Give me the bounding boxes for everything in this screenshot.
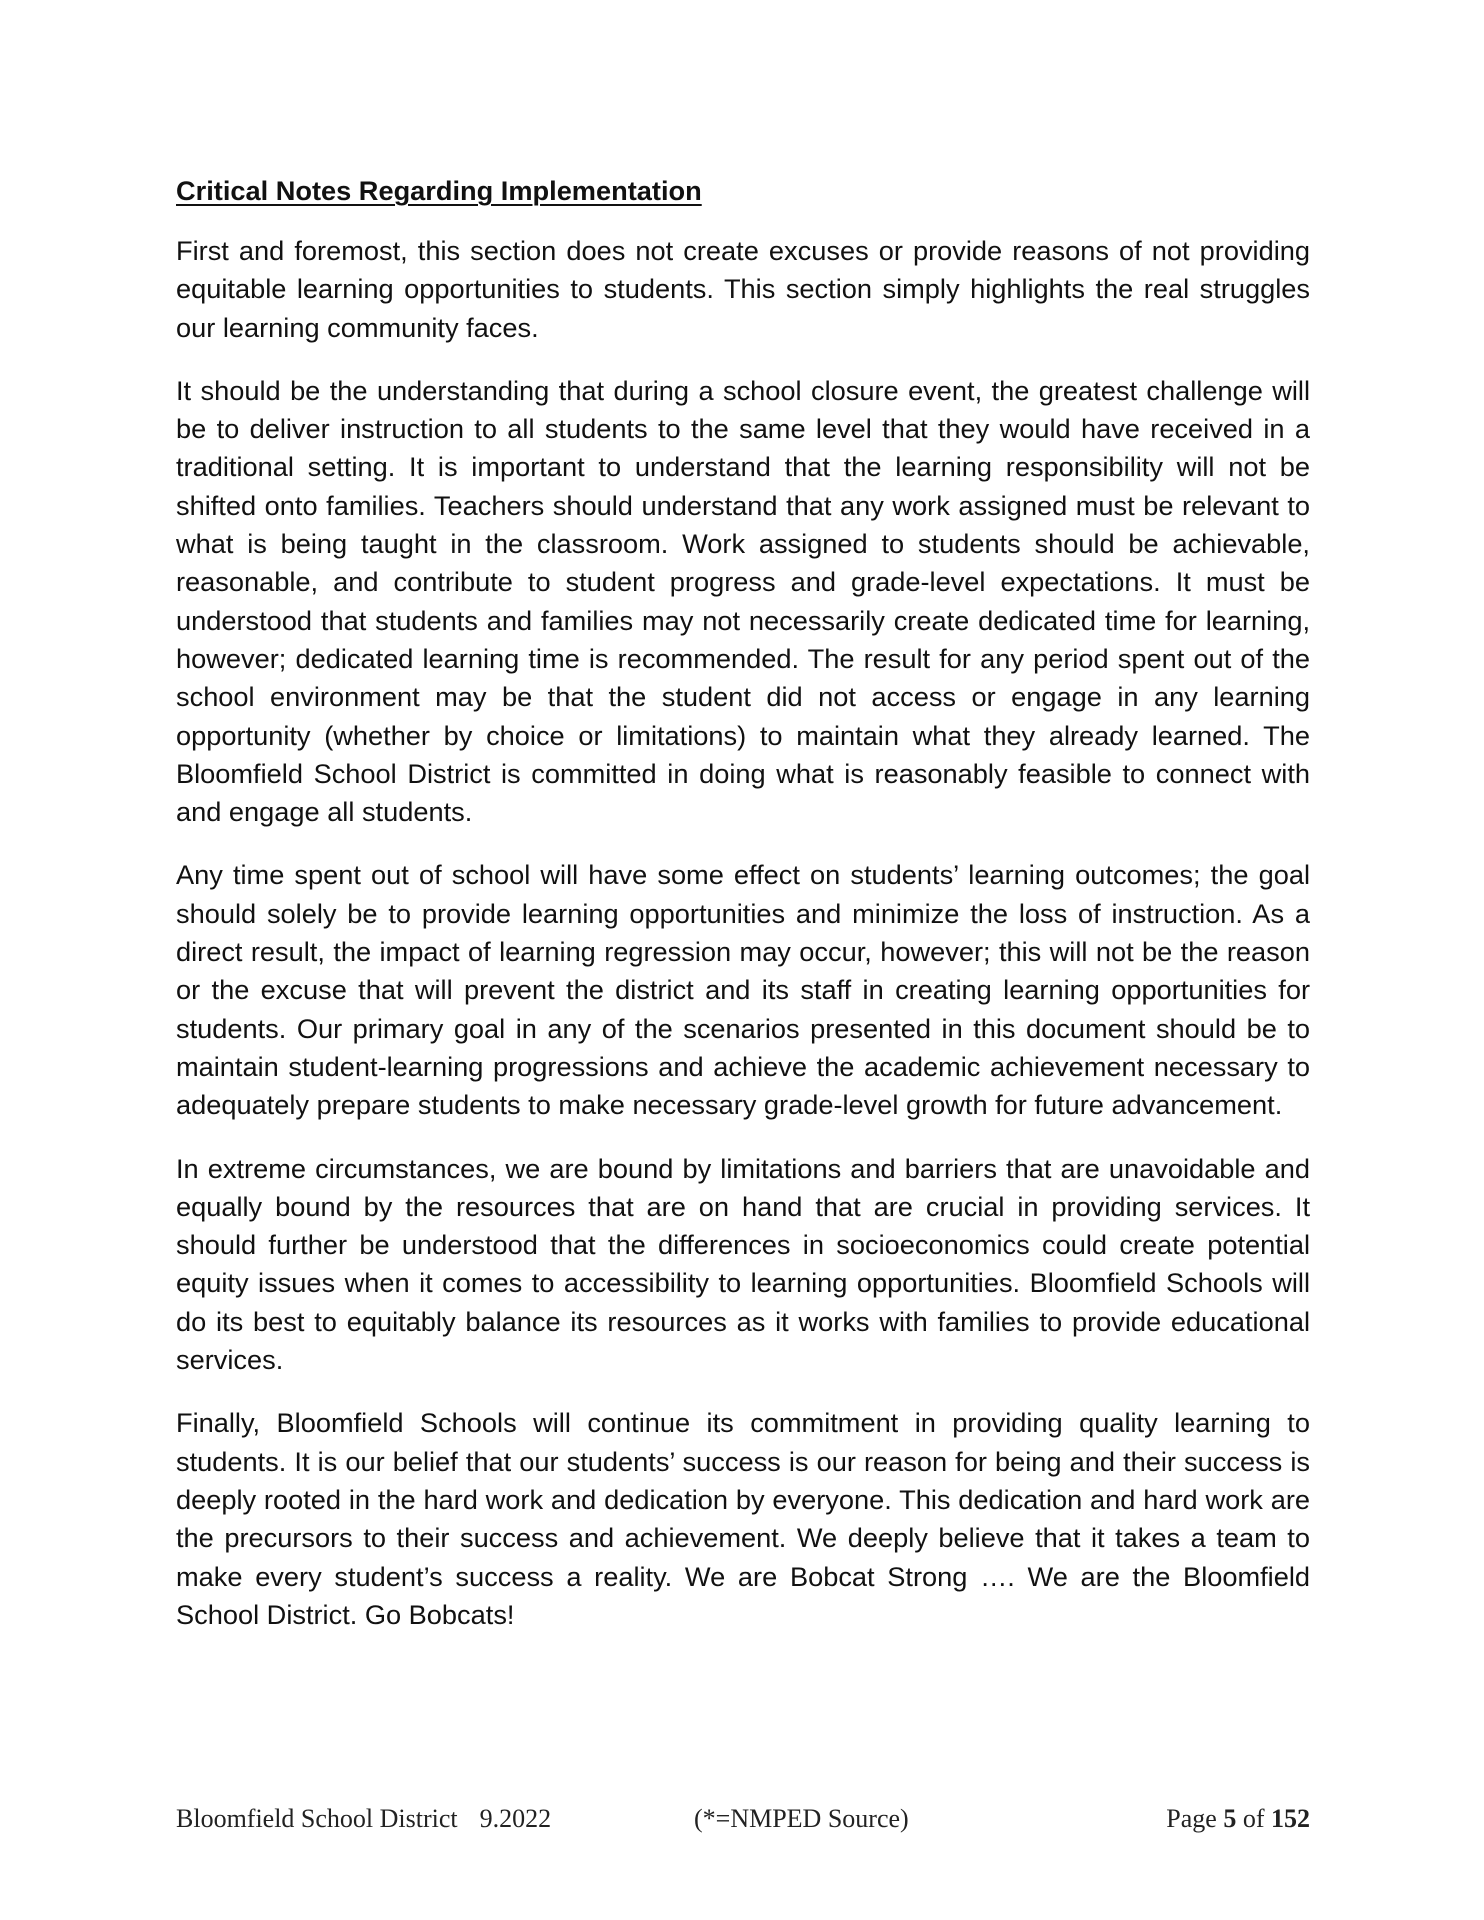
footer-district-info bbox=[176, 1804, 551, 1834]
footer-date: 9.2022 bbox=[479, 1804, 552, 1833]
footer-district-name: Bloomfield School District bbox=[176, 1804, 458, 1833]
paragraph-learning-outcomes: Any time spent out of school will have some effect on students’ learning outcomes; the goal should solely be to provide learning opportunities and minimize the loss of instruction. As a direct result, the impact of learning regression may occur, however; this will not be the reason or the excuse that will prevent the district and its staff in creating learning opportunities for students. Our primary goal in any of the scenarios presented in this document should be to maintain student-learning progressions and achieve the academic achievement necessary to adequately prepare students to make necessary grade-level growth for future advancement. bbox=[176, 859, 1310, 1121]
page-label: Page bbox=[1166, 1804, 1217, 1833]
page-of-label: of bbox=[1242, 1804, 1265, 1833]
page-current: 5 bbox=[1223, 1804, 1237, 1833]
paragraph-commitment: Finally, Bloomfield Schools will continue its commitment in providing quality learning to students. It is our belief that our students’ success is our reason for being and their success is deeply rooted in the hard work and dedication by everyone. This dedication and hard work are the precursors to their success and achievement. We deeply believe that it takes a team to make every student’s success a reality. We are Bobcat Strong …. We are the Bloomfield School District. Go Bobcats! bbox=[176, 1407, 1310, 1630]
footer-source-note: (*=NMPED Source) bbox=[694, 1804, 909, 1833]
page-total: 152 bbox=[1271, 1804, 1310, 1833]
paragraph-intro: First and foremost, this section does not create excuses or provide reasons of not providing equitable learning opportunities to students. This section simply highlights the real struggles our learning community faces. bbox=[176, 235, 1310, 343]
paragraph-extreme-circumstances: In extreme circumstances, we are bound by limitations and barriers that are unavoidable and equally bound by the resources that are on hand that are crucial in providing services. It should further be understood that the differences in socioeconomics could create potential equity issues when it comes to accessibility to learning opportunities. Bloomfield Schools will do its best to equitably balance its resources as it works with families to provide educational services. bbox=[176, 1152, 1310, 1376]
paragraph-school-closure: It should be the understanding that during a school closure event, the greatest challenge will be to deliver instruction to all students to the same level that they would have received in a traditional setting. It is important to understand that the learning responsibility will not be shifted onto families. Teachers should understand that any work assigned must be relevant to what is being taught in the classroom. Work assigned to students should be achievable, reasonable, and contribute to student progress and grade-level expectations. It must be understood that students and families may not necessarily create dedicated time for learning, however; dedicated learning time is recommended. The result for any period spent out of the school environment may be that the student did not access or engage in any learning opportunity (whether by choice or limitations) to maintain what they already learned. The Bloomfield School District is committed in doing what is reasonably feasible to connect with and engage all students. bbox=[176, 374, 1310, 828]
section-heading: Critical Notes Regarding Implementation bbox=[176, 175, 702, 206]
document-body bbox=[176, 172, 1310, 1659]
footer-page-number bbox=[1166, 1804, 1310, 1834]
page-footer bbox=[176, 1804, 1310, 1844]
